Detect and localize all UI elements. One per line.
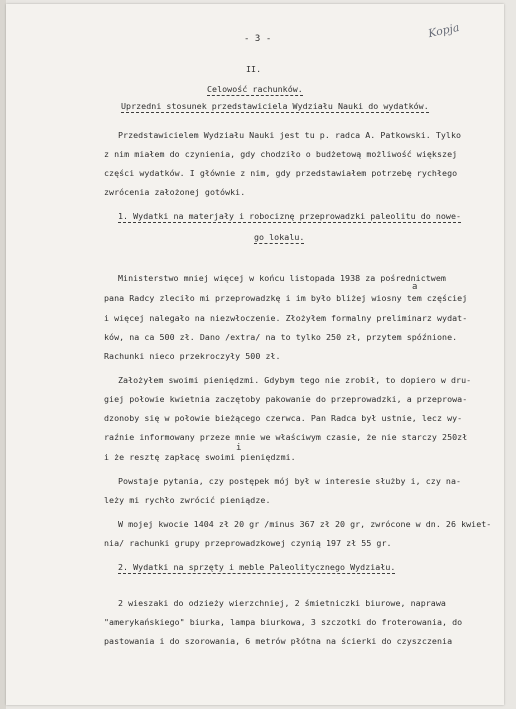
paragraph-line: z nim miałem do czynienia, gdy chodziło o budżetową możliwość większej bbox=[104, 149, 458, 159]
section-title: Uprzedni stosunek przedstawiciela Wydziału Nauki do wydatków. bbox=[121, 101, 429, 111]
handwritten-insertion: i bbox=[236, 443, 242, 453]
paragraph-line: ków, na ca 500 zł. Dano /extra/ na to tylko 250 zł, przytem spóźnione. bbox=[104, 332, 458, 342]
section-heading-1-cont: go lokalu. bbox=[254, 232, 305, 242]
paragraph-line: "amerykańskiego" biurka, lampa biurkowa, 3 szczotki do froterowania, do bbox=[104, 617, 463, 627]
paragraph-line: Założyłem swoimi pieniędzmi. Gdybym tego nie zrobił, to dopiero w dru- bbox=[118, 375, 472, 385]
paragraph-line: Przedstawicielem Wydziału Nauki jest tu p. radca A. Patkowski. Tylko bbox=[118, 130, 462, 140]
paragraph-line: i więcej nalegało na niezwłoczenie. Złożyłem formalny preliminarz wydat- bbox=[104, 313, 468, 323]
section-heading-1: 1. Wydatki na materjały i robociznę przeprowadzki paleolitu do nowe- bbox=[118, 211, 462, 221]
paragraph-line: leży mi rychło zwrócić pieniądze. bbox=[104, 495, 271, 505]
handwritten-note: Kopja bbox=[426, 20, 461, 41]
chapter-title: Celowość rachunków. bbox=[207, 84, 303, 94]
paragraph-line: Rachunki nieco przekroczyły 500 zł. bbox=[104, 351, 281, 361]
paragraph-line: dzonoby się w połowie bieżącego czerwca. Pan Radca był ustnie, lecz wy- bbox=[104, 413, 463, 423]
paragraph-line: i że resztę zapłacę swoimi pieniędzmi. bbox=[104, 452, 296, 462]
paragraph-line: giej połowie kwietnia zaczętoby pakowanie do przeprowadzki, a przeprowa- bbox=[104, 394, 468, 404]
paragraph-line: pastowania i do szorowania, 6 metrów płótna na ścierki do czyszczenia bbox=[104, 636, 453, 646]
document-page bbox=[6, 4, 504, 705]
handwritten-insertion: a bbox=[412, 282, 418, 292]
page-number: - 3 - bbox=[244, 34, 272, 44]
paragraph-line: zwrócenia założonej gotówki. bbox=[104, 187, 246, 197]
paragraph-line: 2 wieszaki do odzieży wierzchniej, 2 śmietniczki biurowe, naprawa bbox=[118, 598, 446, 608]
paragraph-line: pana Radcy zleciło mi przeprowadzkę i im było bliżej wiosny tem częściej bbox=[104, 293, 468, 303]
paragraph-line: Ministerstwo mniej więcej w końcu listopada 1938 za pośrednictwem bbox=[118, 273, 446, 283]
chapter-number: II. bbox=[246, 64, 262, 74]
paragraph-line: nia/ rachunki grupy przeprowadzkowej czynią 197 zł 55 gr. bbox=[104, 538, 392, 548]
section-heading-2: 2. Wydatki na sprzęty i meble Paleolitycznego Wydziału. bbox=[118, 562, 396, 572]
paragraph-line: Powstaje pytania, czy postępek mój był w interesie służby i, czy na- bbox=[118, 476, 462, 486]
paragraph-line: raźnie informowany przeze mnie we właściwym czasie, że nie starczy 250zł bbox=[104, 432, 468, 442]
paragraph-line: W mojej kwocie 1404 zł 20 gr /minus 367 zł 20 gr, zwrócone w dn. 26 kwiet- bbox=[118, 519, 492, 529]
paragraph-line: części wydatków. I głównie z nim, gdy przedstawiałem potrzebę rychłego bbox=[104, 168, 458, 178]
